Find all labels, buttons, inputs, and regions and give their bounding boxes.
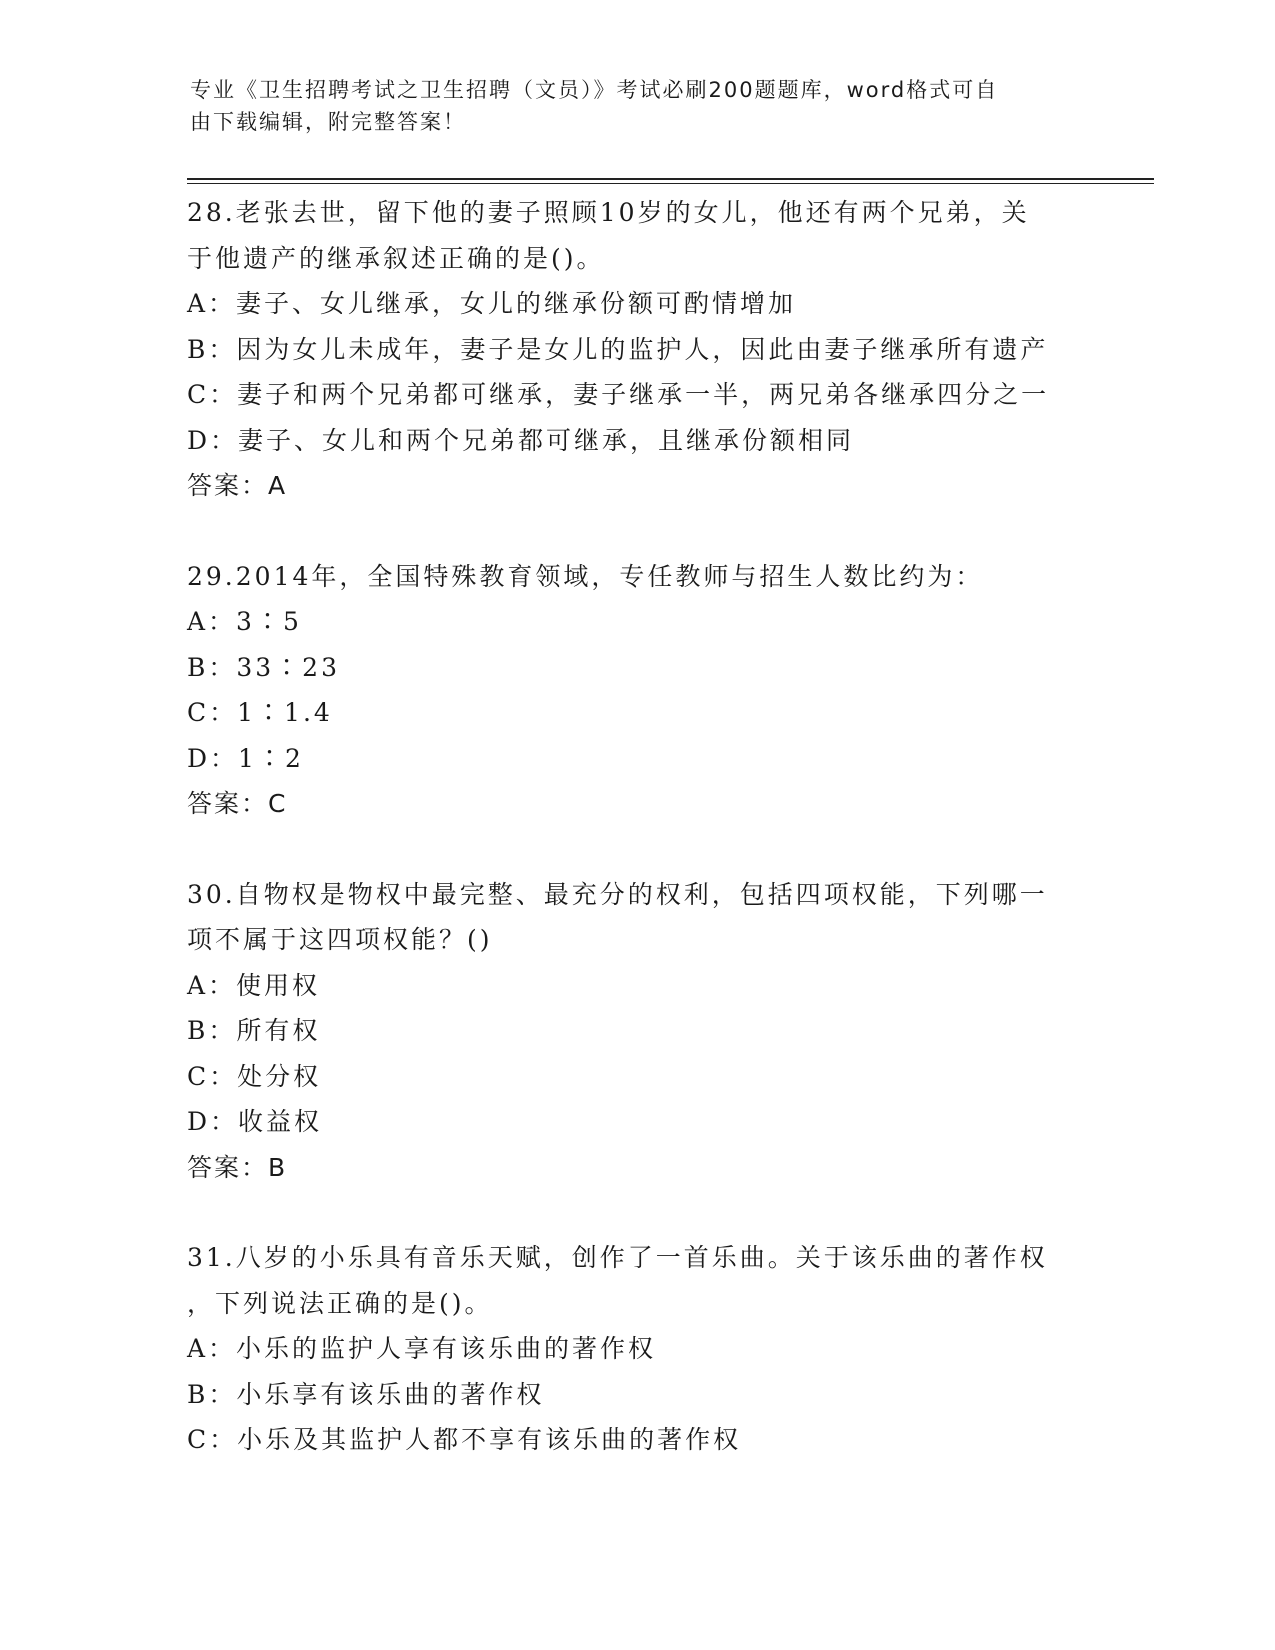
option-c: C：处分权	[187, 1061, 322, 1091]
option-c: C：1∶1.4	[187, 698, 333, 727]
option-b: B：33∶23	[187, 652, 340, 682]
answer-line: 答案：C	[187, 789, 288, 818]
header-divider-thin	[187, 183, 1154, 184]
question-stem-line: 于他遗产的继承叙述正确的是()。	[187, 243, 605, 273]
option-a: A：妻子、女儿继承，女儿的继承份额可酌情增加	[187, 289, 797, 318]
question-stem-line: 项不属于这四项权能？()	[187, 925, 493, 954]
option-d: D：1∶2	[187, 743, 304, 773]
question-31	[187, 1235, 1087, 1463]
option-d: D：收益权	[187, 1107, 323, 1136]
option-b: B：因为女儿未成年，妻子是女儿的监护人，因此由妻子继承所有遗产	[187, 334, 1049, 364]
answer-line: 答案：A	[187, 471, 288, 500]
question-30	[187, 872, 1087, 1191]
question-stem-line: ，下列说法正确的是()。	[187, 1288, 493, 1318]
option-a: A：小乐的监护人享有该乐曲的著作权	[187, 1334, 657, 1363]
option-b: B：所有权	[187, 1016, 321, 1045]
header-line-2: 由下载编辑，附完整答案！	[190, 110, 466, 134]
option-a: A：3∶5	[187, 607, 302, 636]
question-stem-line: 31.八岁的小乐具有音乐天赋，创作了一首乐曲。关于该乐曲的著作权	[187, 1243, 1048, 1272]
option-c: C：小乐及其监护人都不享有该乐曲的著作权	[187, 1425, 742, 1454]
question-stem-line: 29.2014年，全国特殊教育领域，专任教师与招生人数比约为：	[187, 561, 984, 591]
header-divider-thick	[187, 178, 1154, 180]
question-29	[187, 554, 1087, 827]
option-a: A：使用权	[187, 970, 321, 1000]
header-line-1: 专业《卫生招聘考试之卫生招聘（文员）》考试必刷200题题库，word格式可自	[190, 78, 999, 102]
question-stem-line: 28.老张去世，留下他的妻子照顾10岁的女儿，他还有两个兄弟，关	[187, 198, 1030, 227]
question-list	[187, 190, 1087, 1508]
answer-line: 答案：B	[187, 1152, 288, 1182]
document-header	[190, 74, 1070, 138]
option-c: C：妻子和两个兄弟都可继承，妻子继承一半，两兄弟各继承四分之一	[187, 380, 1050, 409]
question-28	[187, 190, 1087, 509]
option-b: B：小乐享有该乐曲的著作权	[187, 1379, 545, 1409]
question-stem-line: 30.自物权是物权中最完整、最充分的权利，包括四项权能，下列哪一	[187, 879, 1048, 909]
option-d: D：妻子、女儿和两个兄弟都可继承，且继承份额相同	[187, 425, 855, 455]
